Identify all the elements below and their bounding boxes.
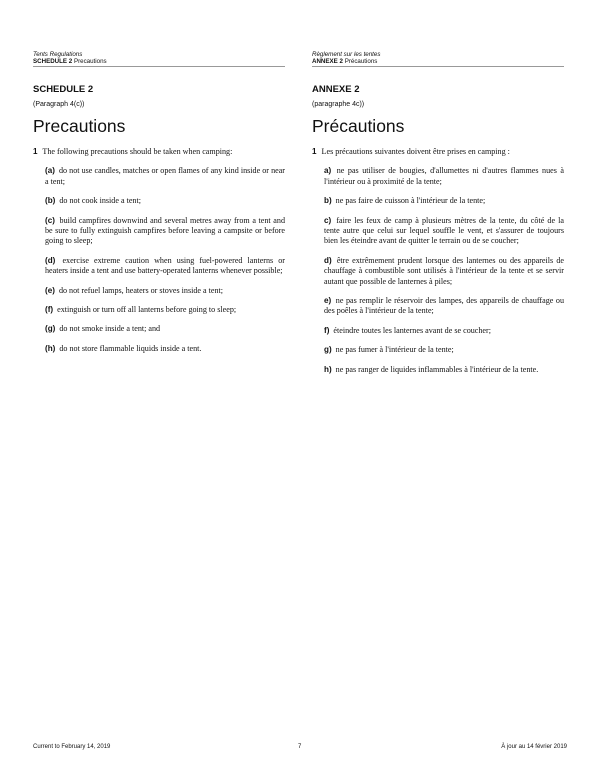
item-text: ne pas faire de cuisson à l'intérieur de la tente; <box>335 196 486 206</box>
list-item <box>312 216 564 247</box>
list-item <box>312 296 564 317</box>
list-item <box>33 286 285 296</box>
list-item <box>33 216 285 247</box>
list-item <box>312 256 564 287</box>
item-label: e) <box>324 296 332 306</box>
item-label: a) <box>324 166 332 176</box>
item-label: (g) <box>45 324 56 334</box>
item-text: éteindre toutes les lanternes avant de se coucher; <box>333 325 491 335</box>
item-text: do not use candles, matches or open flames of any kind inside or near a tent; <box>45 166 285 186</box>
list-item <box>312 365 564 375</box>
running-header-schedule: SCHEDULE 2 <box>33 58 73 65</box>
page-number: 7 <box>298 744 302 750</box>
list-item <box>33 196 285 206</box>
item-text: do not store flammable liquids inside a tent. <box>59 343 202 353</box>
item-label: (d) <box>45 255 56 265</box>
running-header-schedule: ANNEXE 2 <box>312 58 343 65</box>
running-header-section-name: Précautions <box>344 58 378 65</box>
list-item <box>33 305 285 315</box>
header-rule <box>33 66 285 67</box>
item-text: extinguish or turn off all lanterns before going to sleep; <box>57 305 237 315</box>
schedule-heading: ANNEXE 2 <box>312 84 360 95</box>
list-item <box>33 256 285 277</box>
paragraph-reference: (Paragraph 4(c)) <box>33 101 85 108</box>
list-item <box>33 344 285 354</box>
item-label: b) <box>324 196 332 206</box>
item-text: ne pas fumer à l'intérieur de la tente; <box>335 345 454 355</box>
item-text: build campfires downwind and several metres away from a tent and be sure to fully extinguish campfires before leaving a campsite or before going to sleep; <box>45 215 285 246</box>
item-label: (h) <box>45 343 56 353</box>
list-item <box>33 324 285 334</box>
section-text: The following precautions should be taken when camping: <box>42 147 233 156</box>
item-text: do not cook inside a tent; <box>59 196 141 206</box>
item-label: (e) <box>45 285 55 295</box>
list-item <box>312 166 564 187</box>
schedule-heading: SCHEDULE 2 <box>33 84 94 95</box>
item-label: d) <box>324 255 332 265</box>
section-text: Les précautions suivantes doivent être prises en camping : <box>321 147 510 156</box>
list-item <box>312 326 564 336</box>
running-header-title: Règlement sur les tentes <box>312 51 381 58</box>
running-header-section-name: Precautions <box>73 58 107 65</box>
item-text: ne pas ranger de liquides inflammables à l'intérieur de la tente. <box>335 364 539 374</box>
running-header-section <box>33 58 107 65</box>
section-1 <box>312 147 564 157</box>
item-label: h) <box>324 364 332 374</box>
footer-currency-fr: À jour au 14 février 2019 <box>501 744 567 750</box>
item-label: (a) <box>45 166 55 176</box>
running-header-title: Tents Regulations <box>33 51 83 58</box>
paragraph-reference: (paragraphe 4c)) <box>312 101 365 108</box>
footer-currency-en: Current to February 14, 2019 <box>33 744 111 750</box>
item-label: (f) <box>45 305 54 315</box>
item-text: être extrêmement prudent lorsque des lanternes ou des appareils de chauffage à combustible sont utilisés à l'intérieur de la tente et se servir autant que possible de lanternes à piles; <box>324 255 564 286</box>
item-text: ne pas utiliser de bougies, d'allumettes ni d'autres flammes nues à l'intérieur ou à proximité de la tente; <box>324 166 564 186</box>
item-text: faire les feux de camp à plusieurs mètres de la tente, du côté de la tente autre que celui sur lequel souffle le vent, et s'assurer de toujours bien les éteindre avant de quitter le terrain ou de se coucher; <box>324 215 564 246</box>
running-header-section <box>312 58 377 65</box>
list-item <box>312 196 564 206</box>
header-rule <box>312 66 564 67</box>
list-item <box>33 166 285 187</box>
schedule-body <box>33 147 285 363</box>
item-label: c) <box>324 215 332 225</box>
schedule-body <box>312 147 564 384</box>
item-label: (c) <box>45 215 55 225</box>
item-label: (b) <box>45 196 56 206</box>
item-label: g) <box>324 345 332 355</box>
page-title: Precautions <box>33 116 126 136</box>
section-1 <box>33 147 285 157</box>
item-text: ne pas remplir le réservoir des lampes, des appareils de chauffage ou des poêles à l'intérieur de la tente; <box>324 296 564 316</box>
item-text: exercise extreme caution when using fuel-powered lanterns or heaters inside a tent and use battery-operated lanterns whenever possible; <box>45 255 285 276</box>
item-label: f) <box>324 325 330 335</box>
page-title: Précautions <box>312 116 405 136</box>
item-text: do not refuel lamps, heaters or stoves inside a tent; <box>58 285 224 295</box>
section-number: 1 <box>312 147 317 156</box>
item-text: do not smoke inside a tent; and <box>59 324 161 334</box>
section-number: 1 <box>33 147 38 156</box>
list-item <box>312 345 564 355</box>
